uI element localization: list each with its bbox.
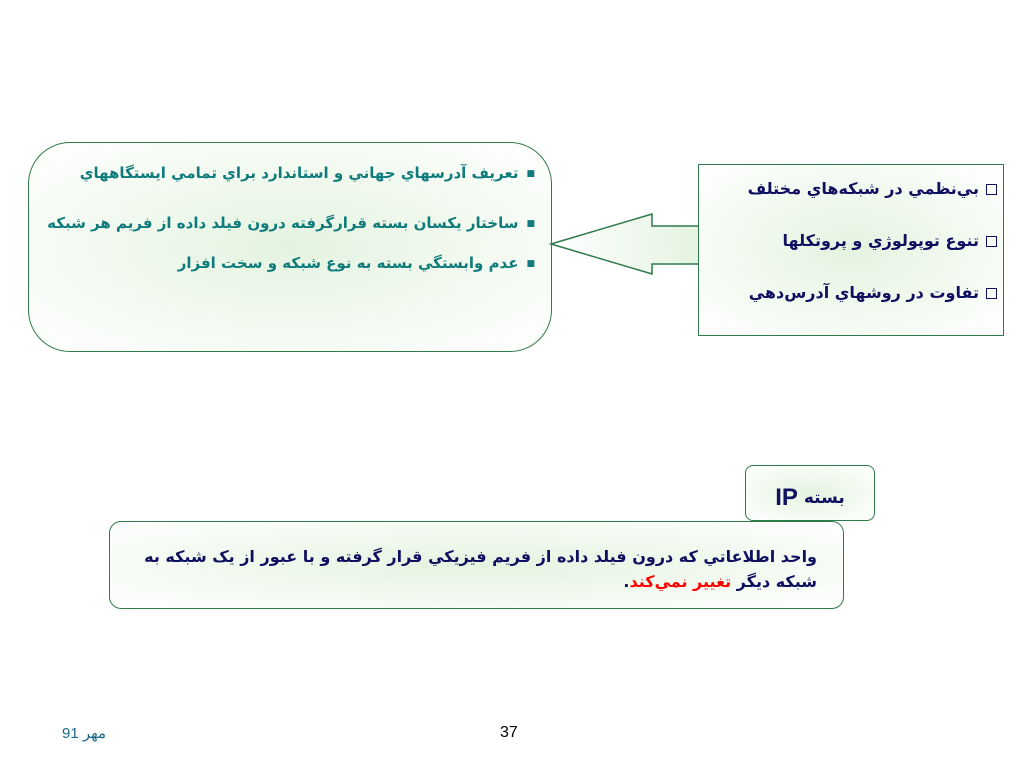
checkbox-bullet-icon — [986, 288, 997, 299]
definition-highlight: تغيير نمي‌کند — [629, 572, 732, 591]
ip-label: IP — [775, 484, 798, 511]
definition-box — [109, 521, 844, 609]
problems-list — [748, 177, 997, 333]
objective-text: عدم وابستگي بسته به نوع شبکه و سخت افزار — [177, 254, 519, 272]
definition-end: . — [623, 572, 630, 591]
checkbox-bullet-icon — [986, 184, 997, 195]
objective-item — [25, 200, 535, 249]
objectives-list — [25, 161, 535, 300]
objectives-callout — [28, 142, 552, 352]
definition-text — [117, 544, 817, 594]
checkbox-bullet-icon — [986, 236, 997, 247]
ip-packet-label: بسته — [803, 488, 845, 508]
definition-main: واحد اطلاعاتي که درون فيلد داده از فريم فيزيکي قرار گرفته و با عبور از يک شبکه به شبکه ديگر — [144, 547, 817, 591]
square-bullet-icon: ■ — [526, 219, 535, 229]
objective-text: تعريف آدرسهاي جهاني و استاندارد براي تمامي ايستگاههاي — [79, 164, 519, 182]
objective-item — [25, 161, 535, 189]
objective-item — [25, 251, 535, 279]
problem-text: بي‌نظمي در شبکه‌هاي مختلف — [747, 179, 979, 198]
square-bullet-icon: ■ — [526, 259, 535, 269]
ip-packet-title — [745, 465, 875, 521]
problem-item — [748, 229, 997, 253]
problem-text: تفاوت در روشهاي آدرس‌دهي — [748, 283, 979, 302]
footer-date: مهر 91 — [62, 725, 107, 742]
problems-box — [698, 164, 1004, 336]
problem-text: تنوع توپولوژي و پروتکلها — [782, 231, 979, 250]
square-bullet-icon: ■ — [526, 169, 535, 179]
problem-item — [748, 281, 997, 305]
slide-number: 37 — [500, 724, 518, 741]
left-arrow-icon — [548, 212, 702, 278]
problem-item — [748, 177, 997, 201]
objective-text: ساختار يکسان بسته قرارگرفته درون فيلد داده از فريم هر شبکه — [47, 214, 519, 232]
